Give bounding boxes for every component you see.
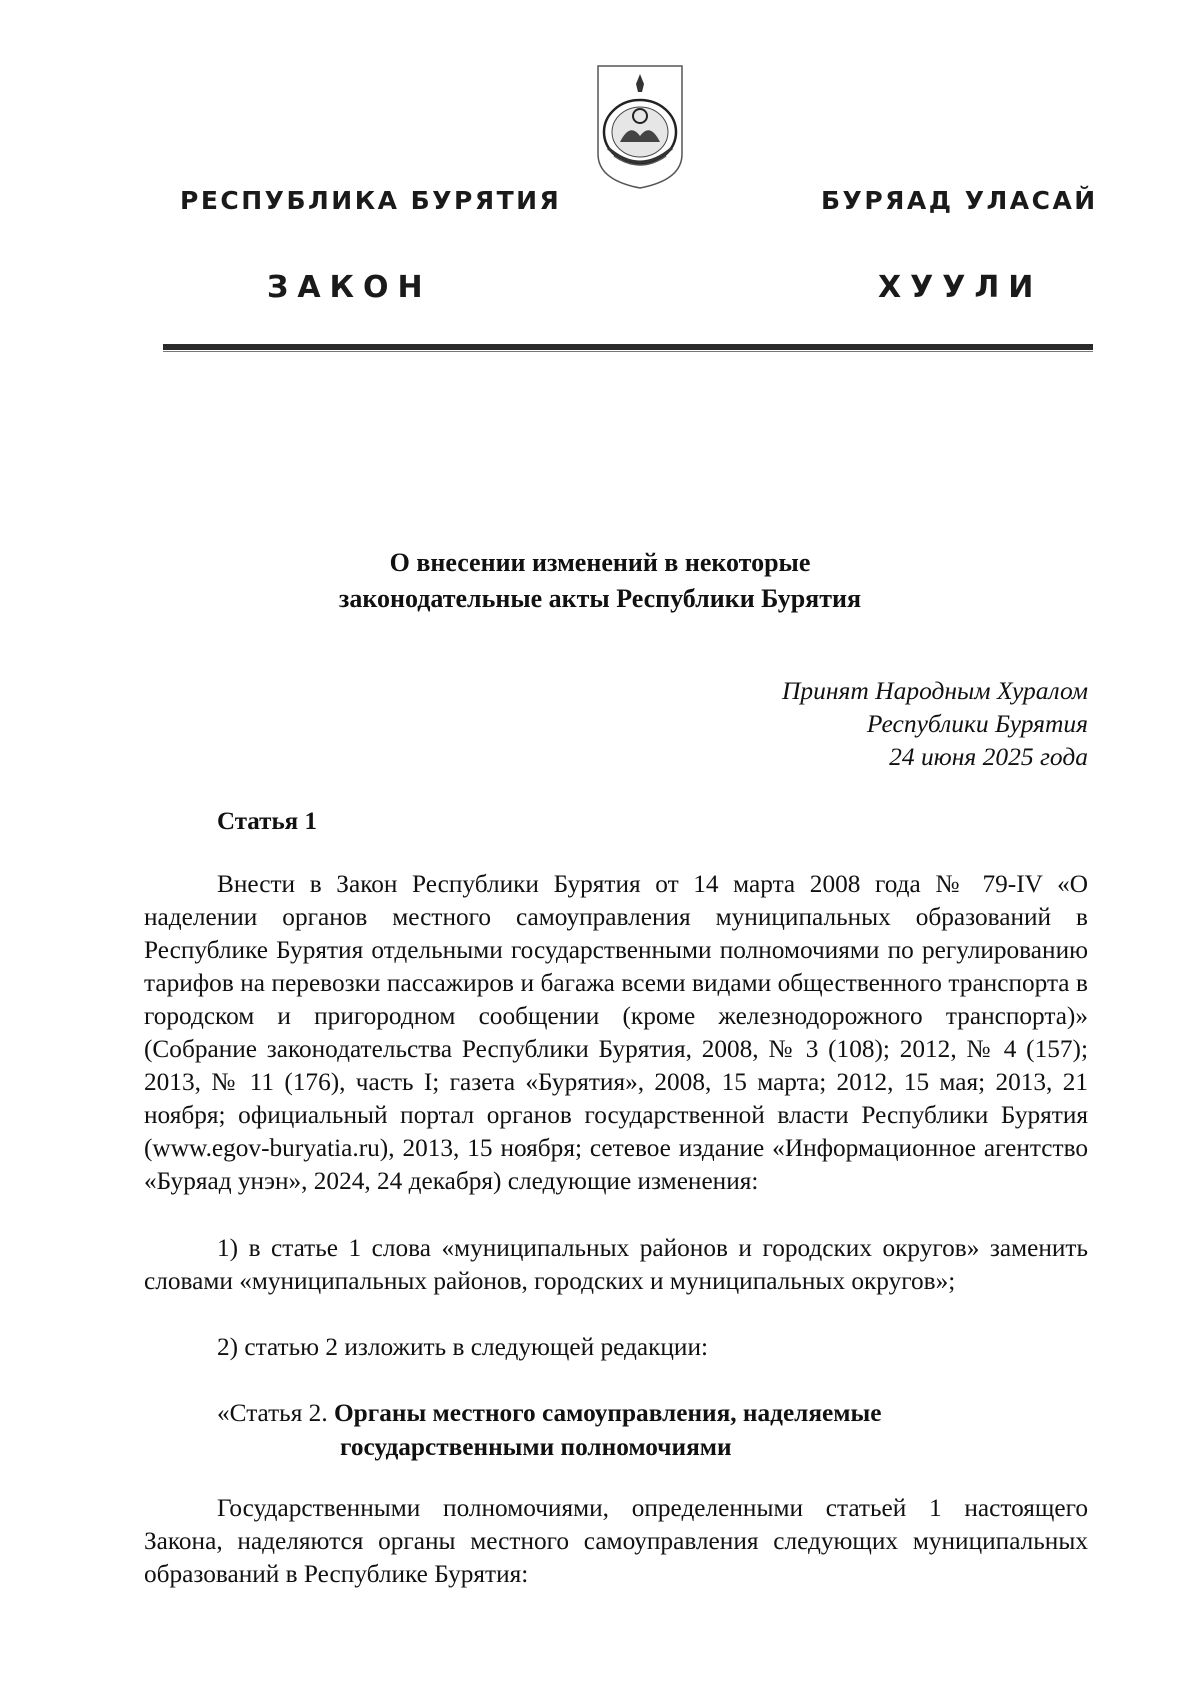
adoption-date: 24 июня 2025 года: [889, 742, 1088, 771]
article-1-item-2: [144, 1331, 1088, 1364]
header-republic-ru: РЕСПУБЛИКА БУРЯТИЯ: [180, 186, 562, 215]
article-2-prefix: «Статья 2.: [217, 1399, 334, 1427]
header-republic-bua: БУРЯАД УЛАСАЙ: [821, 186, 1098, 215]
coat-of-arms-emblem: [594, 62, 686, 190]
article-2-text: [144, 1492, 1088, 1591]
article-1-item-1: [144, 1232, 1088, 1298]
law-title: [0, 545, 1200, 617]
header-law-bua: ХУУЛИ: [878, 270, 1043, 305]
article-1-intro-text: Внести в Закон Республики Бурятия от 14 марта 2008 года № 79-IV «О наделении органов местного самоуправления муниципальных образований в Республике Бурятия отдельными государственными полномочиями по регулированию тарифов на перевозки пассажиров и багажа всеми видами общественного транспорта в городском и пригородном сообщении (кроме железнодорожного транспорта)» (Собрание законодательства Республики Бурятия, 2008, № 3 (108); 2012, № 4 (157); 2013, № 11 (176), часть I; газета «Бурятия», 2008, 15 марта; 2012, 15 мая; 2013, 21 ноября; официальный портал органов государственной власти Республики Бурятия (www.egov-buryatia.ru), 2013, 15 ноября; сетевое издание «Информационное агентство «Буряад унэн», 2024, 24 декабря) следующие изменения:: [144, 870, 1088, 1195]
article-2-heading-line1: Органы местного самоуправления, наделяемые: [333, 1399, 882, 1427]
article-1-heading: Статья 1: [217, 808, 317, 835]
header-law-ru: ЗАКОН: [267, 270, 432, 305]
adoption-line1: Принят Народным Хуралом: [781, 676, 1088, 705]
adoption-line2: Республики Бурятия: [866, 709, 1088, 738]
header-divider-thin: [163, 351, 1093, 352]
law-title-line2: законодательные акты Республики Бурятия: [338, 584, 862, 613]
article-1-intro: [144, 868, 1088, 1198]
article-2-heading-line2: государственными полномочиями: [340, 1433, 732, 1461]
article-1-item-2-text: 2) статью 2 изложить в следующей редакции:: [217, 1333, 709, 1361]
law-title-line1: О внесении изменений в некоторые: [389, 548, 811, 577]
article-1-item-1-text: 1) в статье 1 слова «муниципальных районов и городских округов» заменить словами «муниципальных районов, городских и муниципальных округов»;: [144, 1234, 1088, 1295]
header-divider: [163, 344, 1093, 350]
adoption-note: [782, 674, 1088, 773]
article-2-heading: [217, 1396, 882, 1464]
article-2-body: Государственными полномочиями, определенными статьей 1 настоящего Закона, наделяются органы местного самоуправления следующих муниципальных образований в Республике Бурятия:: [144, 1494, 1088, 1588]
